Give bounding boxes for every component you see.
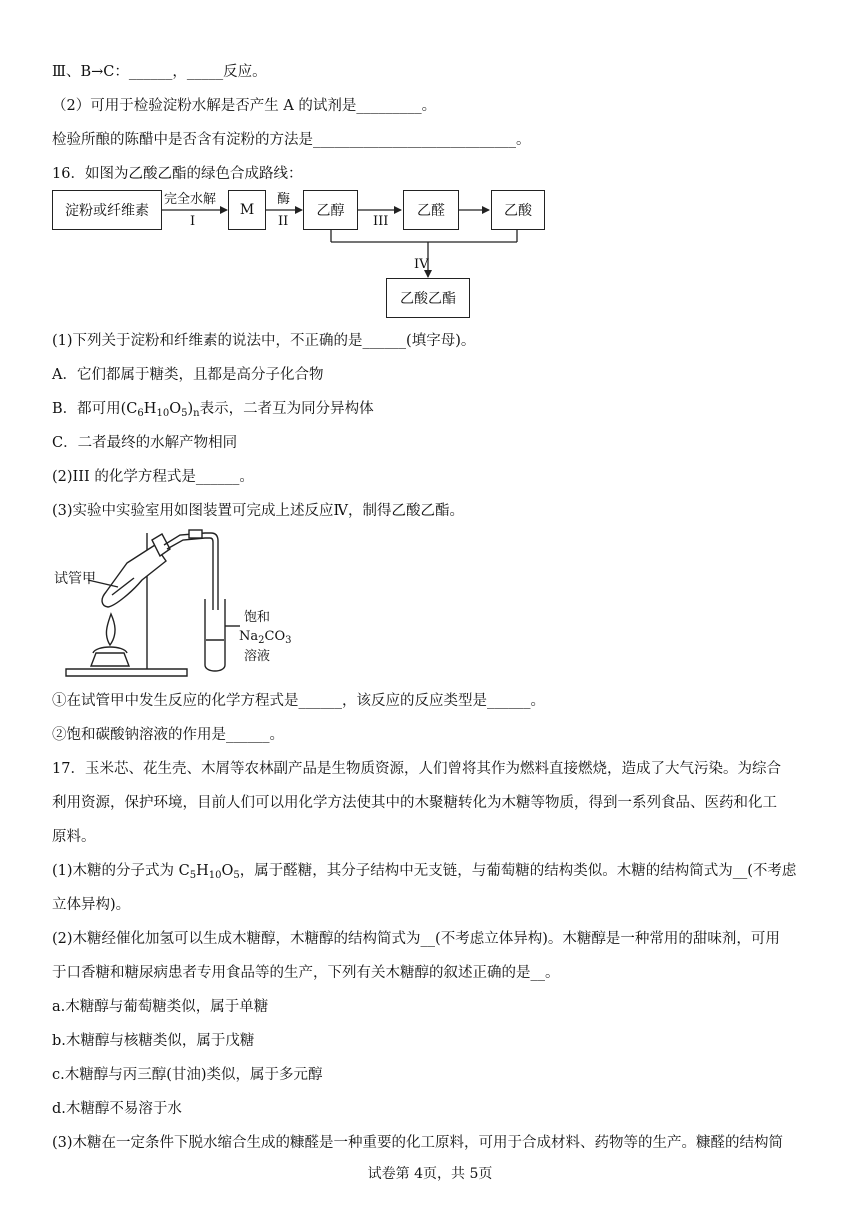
arrow1-bottom-label: I <box>190 214 196 229</box>
q17-intro-line2: 利用资源，保护环境，目前人们可以用化学方法使其中的木聚糖转化为木糖等物质，得到一系列食品、医药和化工 <box>52 795 777 811</box>
q17-part3-line1: (3)木糖在一定条件下脱水缩合生成的糠醛是一种重要的化工原料，可用于合成材料、药物等的生产。糠醛的结构简 <box>52 1135 784 1151</box>
box-acetaldehyde: 乙醛 <box>403 190 459 230</box>
box-starch-cellulose: 淀粉或纤维素 <box>52 190 162 230</box>
q16-part3-question: (3)实验中实验室用如图装置可完成上述反应Ⅳ，制得乙酸乙酯。 <box>52 503 465 519</box>
delivery-tube <box>164 533 218 610</box>
q15-part2-question: （2）可用于检验淀粉水解是否产生 A 的试剂是_________。 <box>52 98 437 114</box>
q17-option-c: c.木糖醇与丙三醇(甘油)类似，属于多元醇 <box>52 1067 323 1083</box>
q15-part3-line: Ⅲ、B→C：______，_____反应。 <box>52 64 267 80</box>
q17-intro-line3: 原料。 <box>52 829 96 845</box>
test-tube-a <box>102 545 166 607</box>
solution-label-line3: 溶液 <box>244 649 271 664</box>
q17-option-d: d.木糖醇不易溶于水 <box>52 1101 182 1117</box>
stand-base <box>66 669 187 676</box>
box-ethyl-acetate: 乙酸乙酯 <box>386 278 470 318</box>
q16-part3-sub1: ①在试管甲中发生反应的化学方程式是______，该反应的反应类型是______。 <box>52 693 545 709</box>
q16-part1-question: (1)下列关于淀粉和纤维素的说法中，不正确的是______(填字母)。 <box>52 333 476 349</box>
q16-option-a: A．它们都属于糖类，且都是高分子化合物 <box>52 367 324 383</box>
arrow1-top-label: 完全水解 <box>164 192 217 207</box>
q15-starch-test-question: 检验所酿的陈醋中是否含有淀粉的方法是____________________________。 <box>52 132 531 148</box>
tube-connector <box>189 530 202 538</box>
q17-part2-line1: (2)木糖经催化加氢可以生成木糖醇，木糖醇的结构简式为__(不考虑立体异构)。木糖醇是一种常用的甜味剂，可用 <box>52 931 780 947</box>
q16-option-b: B．都可用$(C_6H_{10}O_5)_n$表示，二者互为同分异构体 <box>52 401 374 419</box>
q17-part1-line1: (1)木糖的分子式为 $C_5H_{10}O_5$，属于醛糖，其分子结构中无支链，与葡萄糖的结构类似。木糖的结构简式为__(不考虑 <box>52 863 797 881</box>
q17-option-b: b.木糖醇与核糖类似，属于戊糖 <box>52 1033 255 1049</box>
box-ethanol: 乙醇 <box>303 190 358 230</box>
burner-top <box>93 647 127 653</box>
solution-label-line1: 饱和 <box>244 610 271 625</box>
arrow3-bottom-label: III <box>373 214 389 229</box>
arrow2-top-label: 酶 <box>277 192 291 207</box>
flame <box>106 614 115 645</box>
test-tube-a-label: 试管甲 <box>54 571 96 587</box>
arrow2-bottom-label: II <box>278 214 289 229</box>
box-m: M <box>228 190 266 230</box>
q17-part2-line2: 于口香糖和糖尿病患者专用食品等的生产，下列有关木糖醇的叙述正确的是__。 <box>52 965 560 981</box>
q16-title: 16．如图为乙酸乙酯的绿色合成路线： <box>52 166 303 182</box>
arrow4-label: IV <box>414 257 429 272</box>
q17-part1-line2: 立体异构)。 <box>52 897 131 913</box>
q16-part3-sub2: ②饱和碳酸钠溶液的作用是______。 <box>52 727 284 743</box>
delivery-tube-inner <box>167 538 213 610</box>
q16-option-c: C．二者最终的水解产物相同 <box>52 435 238 451</box>
solution-label-line2: $Na_2CO_3$ <box>239 629 292 646</box>
q17-option-a: a.木糖醇与葡萄糖类似，属于单糖 <box>52 999 269 1015</box>
q17-intro-line1: 17．玉米芯、花生壳、木屑等农林副产品是生物质资源，人们曾将其作为燃料直接燃烧，造成了大气污染。为综合 <box>52 761 781 777</box>
test-tube-b <box>205 599 225 671</box>
q16-part2-question: (2)III 的化学方程式是______。 <box>52 469 254 485</box>
burner <box>91 653 129 666</box>
page-footer: 试卷第 4页，共 5页 <box>367 1166 493 1182</box>
box-acetic-acid: 乙酸 <box>491 190 545 230</box>
